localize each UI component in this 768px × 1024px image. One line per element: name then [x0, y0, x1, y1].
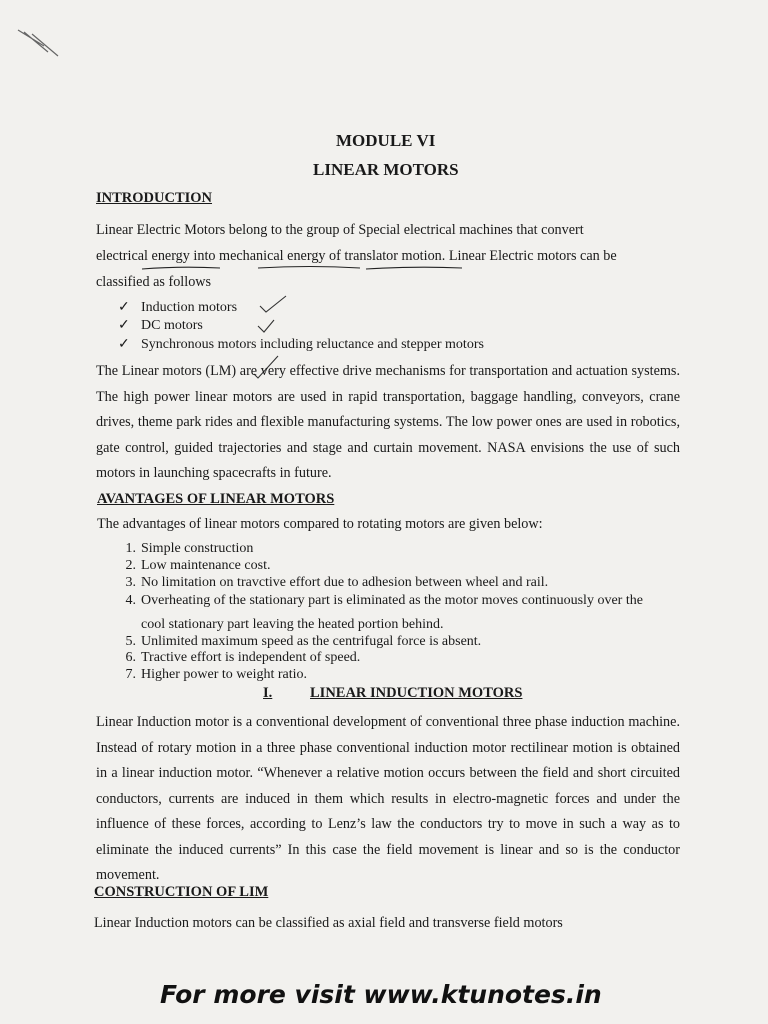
bullet-item: Synchronous motors including reluctance and stepper motors [141, 337, 484, 352]
construction-text: Linear Induction motors can be classified as axial field and transverse field motors [94, 915, 563, 931]
advantages-heading: AVANTAGES OF LINEAR MOTORS [97, 491, 335, 507]
check-icon: ✓ [118, 300, 130, 315]
list-number: 4. [125, 593, 136, 608]
intro-line-1: Linear Electric Motors belong to the group of Special electrical machines that convert [96, 222, 584, 238]
intro-line-3: classified as follows [96, 274, 212, 290]
bullet-item: Induction motors [141, 300, 238, 315]
intro-line-2: electrical energy into mechanical energy of translator motion. Linear Electric motors can be [96, 248, 617, 264]
advantage-item: Unlimited maximum speed as the centrifugal force is absent. [141, 634, 482, 649]
pen-scribble-mark [14, 26, 64, 60]
advantage-item: Tractive effort is independent of speed. [141, 650, 361, 665]
check-icon: ✓ [118, 318, 130, 333]
list-number: 6. [125, 650, 136, 665]
advantage-item: Low maintenance cost. [141, 558, 271, 573]
advantage-item: Overheating of the stationary part is eliminated as the motor moves continuously over the [141, 593, 643, 608]
list-number: 5. [125, 634, 136, 649]
list-number: 7. [125, 667, 136, 682]
advantage-item: No limitation on travctive effort due to adhesion between wheel and rail. [141, 575, 549, 590]
check-icon: ✓ [118, 337, 130, 352]
bullet-item: DC motors [141, 318, 203, 333]
footer-website-banner: For more visit www.ktunotes.in [160, 980, 602, 1009]
construction-heading: CONSTRUCTION OF LIM [94, 884, 269, 900]
page-title: LINEAR MOTORS [313, 160, 459, 179]
lim-paragraph: Linear Induction motor is a conventional development of conventional three phase induction machine. Instead of rotary motion in a three phase conventional induction motor rectilinear motion is obtained in a linear induction motor. “Whenever a relative motion occurs between the field and short circuited conductors, currents are induced in them which results in electro-magnetic forces and under the influence of these forces, according to Lenz’s law the conductors try to move in such a way as to eliminate the induced currents” In this case the field movement is linear and so is the conductor movement. [96, 714, 680, 883]
list-number: 3. [125, 575, 136, 590]
list-number: 2. [125, 558, 136, 573]
linear-motors-paragraph: The Linear motors (LM) are very effective drive mechanisms for transportation and actuation systems. The high power linear motors are used in rapid transportation, baggage handling, conveyors, crane drives, theme park rides and flexible manufacturing systems. The low power ones are used in robotics, gate control, guided trajectories and stage and curtain movement. NASA envisions the use of such motors in launching spacecrafts in future. [96, 363, 680, 481]
advantages-intro: The advantages of linear motors compared to rotating motors are given below: [97, 516, 543, 532]
advantage-item: Simple construction [141, 541, 254, 556]
introduction-heading: INTRODUCTION [96, 190, 213, 206]
lim-heading: LINEAR INDUCTION MOTORS [310, 685, 523, 701]
advantage-item-continued: cool stationary part leaving the heated portion behind. [141, 617, 444, 632]
lim-section-number: I. [263, 685, 273, 701]
module-number: MODULE VI [336, 131, 436, 150]
list-number: 1. [125, 541, 136, 556]
pen-tick-marks [252, 290, 302, 370]
advantage-item: Higher power to weight ratio. [141, 667, 308, 682]
